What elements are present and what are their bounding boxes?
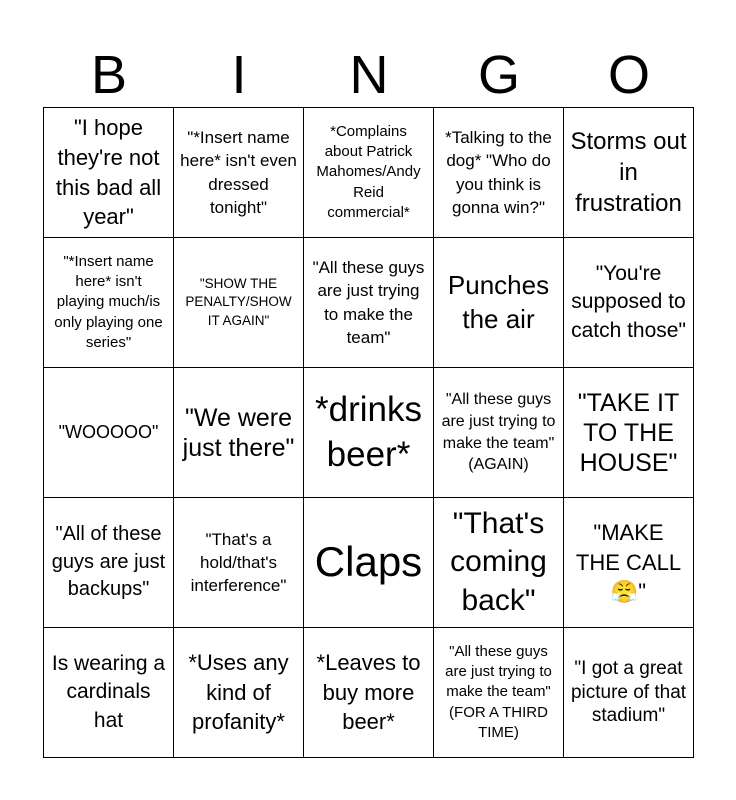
header-letter-g: G [477, 45, 520, 105]
header-letter-i: I [231, 45, 247, 105]
header-letter-o: O [607, 45, 650, 105]
bingo-cell[interactable]: Storms out in frustration [564, 108, 694, 238]
bingo-board [43, 107, 694, 758]
bingo-cell[interactable]: "All these guys are just trying to make the team" [304, 238, 434, 368]
bingo-cell[interactable]: "I hope they're not this bad all year" [44, 108, 174, 238]
bingo-cell[interactable]: Punches the air [434, 238, 564, 368]
bingo-cell[interactable]: "*Insert name here* isn't even dressed tonight" [174, 108, 304, 238]
bingo-cell[interactable]: "TAKE IT TO THE HOUSE" [564, 368, 694, 498]
bingo-cell[interactable]: "*Insert name here* isn't playing much/is only playing one series" [44, 238, 174, 368]
bingo-cell[interactable]: Claps [304, 498, 434, 628]
bingo-cell[interactable]: "All of these guys are just backups" [44, 498, 174, 628]
bingo-cell[interactable]: "That's a hold/that's interference" [174, 498, 304, 628]
bingo-cell[interactable]: "All these guys are just trying to make the team" (AGAIN) [434, 368, 564, 498]
bingo-cell[interactable]: "MAKE THE CALL 😤" [564, 498, 694, 628]
header-letter-b: B [90, 45, 128, 105]
bingo-cell[interactable]: *Complains about Patrick Mahomes/Andy Reid commercial* [304, 108, 434, 238]
header-letter-n: N [349, 45, 389, 105]
bingo-cell[interactable]: *Leaves to buy more beer* [304, 628, 434, 758]
bingo-cell[interactable]: "That's coming back" [434, 498, 564, 628]
bingo-cell[interactable]: "I got a great picture of that stadium" [564, 628, 694, 758]
bingo-cell[interactable]: "We were just there" [174, 368, 304, 498]
bingo-cell[interactable]: "WOOOOO" [44, 368, 174, 498]
bingo-header [44, 44, 694, 106]
bingo-cell[interactable]: Is wearing a cardinals hat [44, 628, 174, 758]
bingo-cell[interactable]: *Uses any kind of profanity* [174, 628, 304, 758]
bingo-cell[interactable]: "SHOW THE PENALTY/SHOW IT AGAIN" [174, 238, 304, 368]
bingo-cell[interactable]: "All these guys are just trying to make the team" (FOR A THIRD TIME) [434, 628, 564, 758]
bingo-cell[interactable]: *drinks beer* [304, 368, 434, 498]
bingo-cell[interactable]: "You're supposed to catch those" [564, 238, 694, 368]
bingo-cell[interactable]: *Talking to the dog* "Who do you think is gonna win?" [434, 108, 564, 238]
